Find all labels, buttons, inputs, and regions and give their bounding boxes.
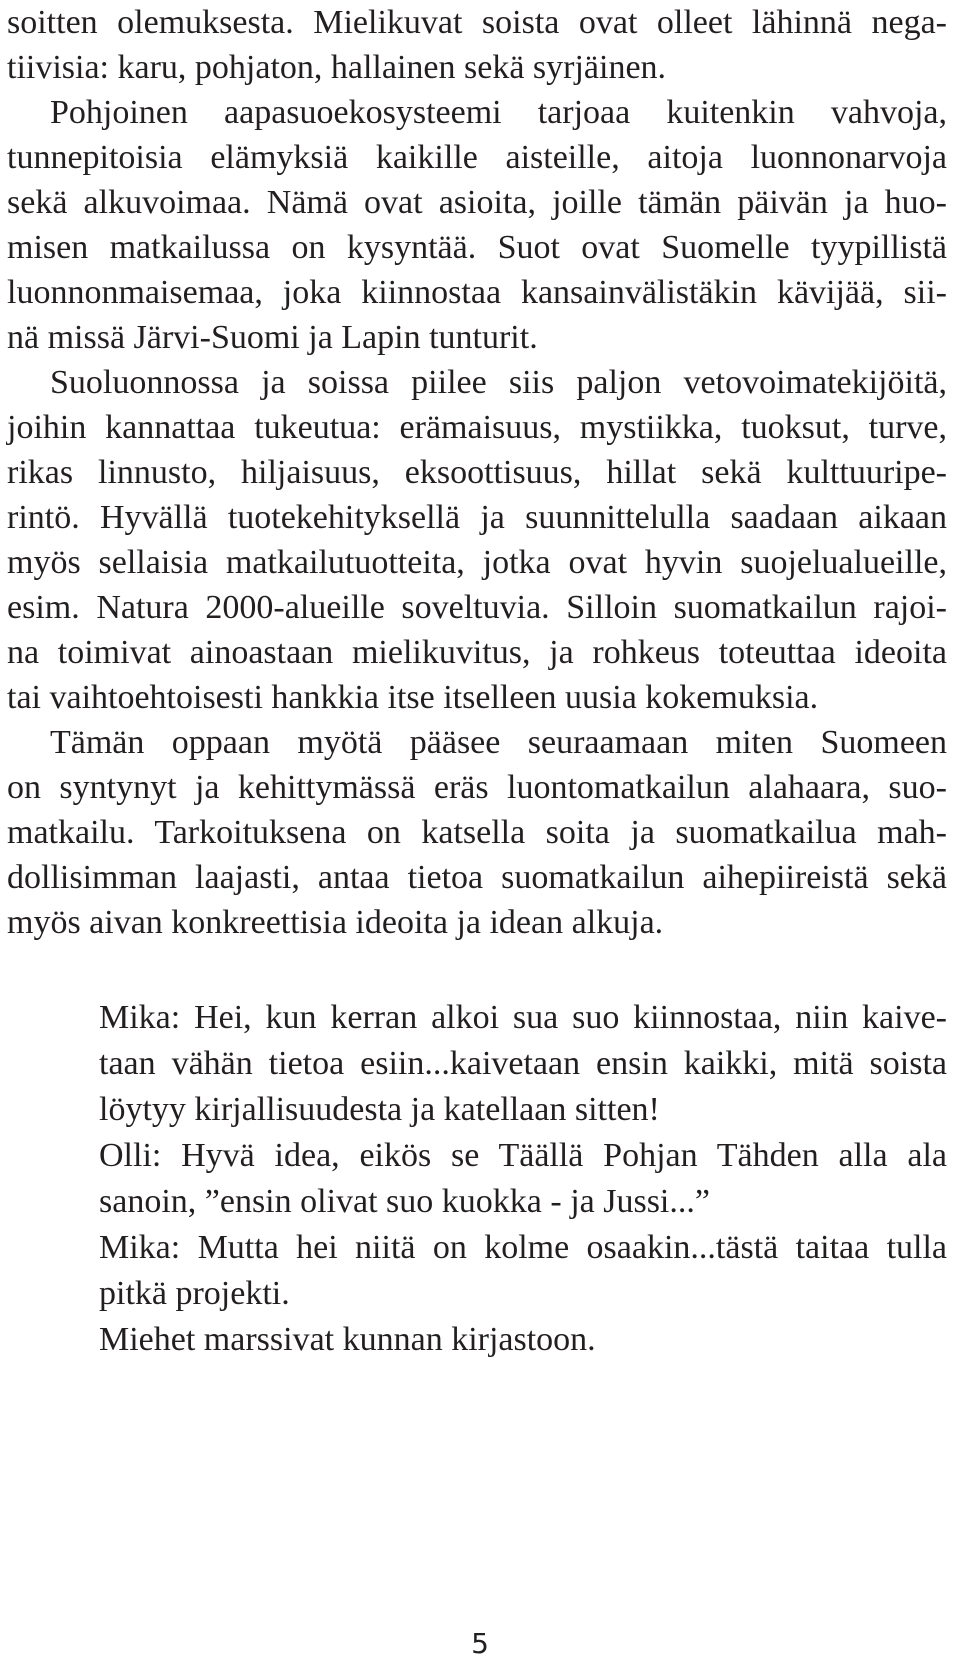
text-line: tunnepitoisia elämyksiä kaikille aisteille, aitoja luonnonarvoja xyxy=(7,139,947,176)
body-text xyxy=(7,0,947,945)
text-line: tai vaihtoehtoisesti hankkia itse itselleen uusia kokemuksia. xyxy=(7,679,819,716)
text-line: na toimivat ainoastaan mielikuvitus, ja rohkeus toteuttaa ideoita xyxy=(7,634,947,671)
text-line: nä missä Järvi-Suomi ja Lapin tunturit. xyxy=(7,319,538,356)
text-line: Suoluonnossa ja soissa piilee siis paljon vetovoimatekijöitä, xyxy=(50,364,947,401)
text-line: dollisimman laajasti, antaa tietoa suomatkailun aihepiireistä sekä xyxy=(7,859,947,896)
dialogue-block xyxy=(99,995,947,1363)
dialogue-line: löytyy kirjallisuudesta ja katellaan sitten! xyxy=(99,1091,660,1128)
dialogue-line: Mika: Hei, kun kerran alkoi sua suo kiinnostaa, niin kaive- xyxy=(99,999,947,1036)
dialogue-line: Olli: Hyvä idea, eikös se Täällä Pohjan Tähden alla ala xyxy=(99,1137,947,1174)
text-line: rikas linnusto, hiljaisuus, eksoottisuus, hillat sekä kulttuuripe- xyxy=(7,454,947,491)
text-line: myös sellaisia matkailutuotteita, jotka ovat hyvin suojelualueille, xyxy=(7,544,947,581)
text-line: misen matkailussa on kysyntää. Suot ovat Suomelle tyypillistä xyxy=(7,229,947,266)
page-number: 5 xyxy=(471,1627,489,1660)
dialogue-line: Mika: Mutta hei niitä on kolme osaakin...tästä taitaa tulla xyxy=(99,1229,947,1266)
text-line: myös aivan konkreettisia ideoita ja idean alkuja. xyxy=(7,904,664,941)
dialogue-line: sanoin, ”ensin olivat suo kuokka - ja Jussi...” xyxy=(99,1183,710,1220)
text-line: sekä alkuvoimaa. Nämä ovat asioita, joille tämän päivän ja huo- xyxy=(7,184,947,221)
text-line: matkailu. Tarkoituksena on katsella soita ja suomatkailua mah- xyxy=(7,814,947,851)
text-line: soitten olemuksesta. Mielikuvat soista ovat olleet lähinnä nega- xyxy=(7,4,947,41)
text-line: tiivisia: karu, pohjaton, hallainen sekä syrjäinen. xyxy=(7,49,667,86)
text-line: luonnonmaisemaa, joka kiinnostaa kansainvälistäkin kävijää, sii- xyxy=(7,274,947,311)
dialogue-line: pitkä projekti. xyxy=(99,1275,290,1312)
text-line: Pohjoinen aapasuoekosysteemi tarjoaa kuitenkin vahvoja, xyxy=(50,94,947,131)
text-line: joihin kannattaa tukeutua: erämaisuus, mystiikka, tuoksut, turve, xyxy=(7,409,947,446)
text-line: Tämän oppaan myötä pääsee seuraamaan miten Suomeen xyxy=(50,724,947,761)
text-line: rintö. Hyvällä tuotekehityksellä ja suunnittelulla saadaan aikaan xyxy=(7,499,947,536)
dialogue-line: Miehet marssivat kunnan kirjastoon. xyxy=(99,1321,596,1358)
text-line: on syntynyt ja kehittymässä eräs luontomatkailun alahaara, suo- xyxy=(7,769,947,806)
dialogue-line: taan vähän tietoa esiin...kaivetaan ensin kaikki, mitä soista xyxy=(99,1045,947,1082)
text-line: esim. Natura 2000-alueille soveltuvia. Silloin suomatkailun rajoi- xyxy=(7,589,947,626)
